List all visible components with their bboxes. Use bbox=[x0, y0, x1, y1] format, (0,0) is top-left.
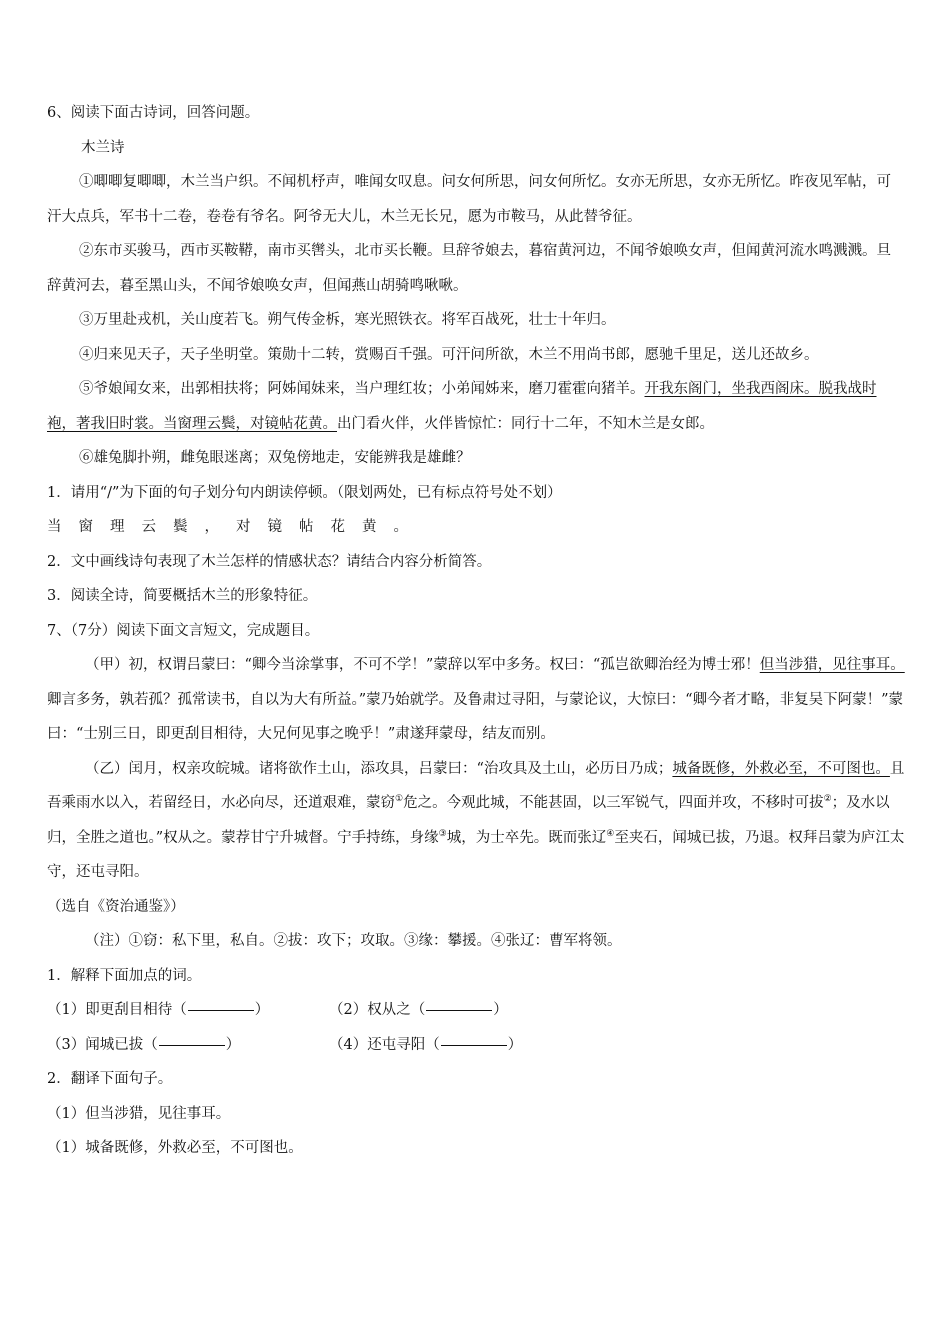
yi-footnote-4: ④ bbox=[606, 828, 615, 839]
answer-blank-2[interactable] bbox=[426, 1009, 492, 1011]
q6-header: 6、阅读下面古诗词，回答问题。 bbox=[47, 105, 260, 121]
poem-paragraph-3: ③万里赴戎机，关山度若飞。朔气传金柝，寒光照铁衣。将军百战死，壮士十年归。 bbox=[79, 312, 616, 328]
jia-underlined: 但当涉猎，见往事耳。 bbox=[759, 657, 905, 673]
q6-question-1: 1．请用“/”为下面的句子划分句内朗读停顿。（限划两处，已有标点符号处不划） bbox=[47, 484, 562, 501]
poem-p5-underlined: 开我东阁门，坐我西阁床。脱我战时袍，著我旧时裳。当窗理云鬓，对镜帖花黄。 bbox=[47, 381, 877, 432]
yi-footnote-3: ③ bbox=[438, 828, 447, 839]
q6-question-3: 3．阅读全诗，简要概括木兰的形象特征。 bbox=[47, 588, 318, 604]
yi-text-c: 危之。今观此城，不能甚固，以三军锐气，四面并攻，不移时可拔 bbox=[403, 795, 824, 811]
q7-q2-item-1: （1）但当涉猎，见往事耳。 bbox=[47, 1105, 231, 1122]
q7-passage-yi bbox=[47, 752, 905, 890]
poem-p5-text-a: ⑤爷娘闻女来，出郭相扶将；阿姊闻妹来，当户理红妆；小弟闻姊来，磨刀霍霍向猪羊。 bbox=[79, 381, 645, 397]
yi-text-b: 且吾乘雨水以入，若留经日，水必向尽，还道艰难，蒙窃 bbox=[47, 760, 905, 811]
q7-question-1-row-a bbox=[47, 993, 905, 1028]
yi-footnote-2: ② bbox=[823, 794, 832, 805]
poem-paragraph-6: ⑥雄兔脚扑朔，雌兔眼迷离；双兔傍地走，安能辨我是雄雌？ bbox=[79, 450, 471, 466]
jia-text-a: （甲）初，权谓吕蒙曰：“卿今当涂掌事，不可不学！”蒙辞以军中多务。权曰：“孤岂欲卿治经为博士邪！ bbox=[85, 657, 760, 673]
q7-q1-item-3: （3）闻城已拔（ ） bbox=[47, 1036, 241, 1053]
yi-text-d: ；及水以归，全胜之道也。”权从之。蒙荐甘宁升城督。宁手持练，身缘 bbox=[47, 795, 890, 846]
q7-q1-item-2: （2）权从之（ ） bbox=[329, 1002, 508, 1018]
document-page bbox=[47, 96, 905, 1166]
q6-question-1-sentence: 当窗理云鬓，对镜帖花黄。 bbox=[47, 519, 425, 535]
q7-question-1-row-b bbox=[47, 1028, 905, 1063]
yi-footnote-1: ① bbox=[395, 794, 404, 805]
answer-blank-1[interactable] bbox=[188, 1009, 254, 1011]
q7-q1-item-1: （1）即更刮目相待（ ） bbox=[47, 1002, 270, 1018]
poem-paragraph-5 bbox=[47, 372, 905, 441]
answer-blank-3[interactable] bbox=[159, 1044, 225, 1046]
yi-text-a: （乙）闰月，权亲攻皖城。诸将欲作土山，添攻具，吕蒙曰：“治攻具及土山，必历日乃成； bbox=[85, 760, 673, 777]
yi-underlined: 城备既修，外救必至，不可图也。 bbox=[672, 760, 890, 777]
jia-text-b: 卿言多务，孰若孤？孤常读书，自以为大有所益。”蒙乃始就学。及鲁肃过寻阳，与蒙论议，大惊曰：“卿今者才略，非复吴下阿蒙！”蒙曰：“士别三日，即更刮目相待，大兄何见事之晚乎！”肃遂拜蒙母，结友而别。 bbox=[47, 691, 903, 742]
poem-paragraph-4: ④归来见天子，天子坐明堂。策勋十二转，赏赐百千强。可汗问所欲，木兰不用尚书郎，愿驰千里足，送儿还故乡。 bbox=[79, 346, 819, 363]
q7-passage-jia bbox=[47, 648, 905, 752]
q7-q1-item-4: （4）还屯寻阳（ ） bbox=[329, 1036, 523, 1053]
q7-source: （选自《资治通鉴》） bbox=[47, 898, 185, 915]
poem-paragraph-1: ①唧唧复唧唧，木兰当户织。不闻机杼声，唯闻女叹息。问女何所思，问女何所忆。女亦无所思，女亦无所忆。昨夜见军帖，可汗大点兵，军书十二卷，卷卷有爷名。阿爷无大儿，木兰无长兄，愿为市鞍马，从此替爷征。 bbox=[47, 174, 891, 225]
poem-paragraph-2: ②东市买骏马，西市买鞍鞯，南市买辔头，北市买长鞭。旦辞爷娘去，暮宿黄河边，不闻爷娘唤女声，但闻黄河流水鸣溅溅。旦辞黄河去，暮至黑山头，不闻爷娘唤女声，但闻燕山胡骑鸣啾啾。 bbox=[47, 243, 891, 294]
q7-question-2: 2．翻译下面句子。 bbox=[47, 1071, 173, 1087]
poem-p5-text-b: 出门看火伴，火伴皆惊忙：同行十二年，不知木兰是女郎。 bbox=[337, 415, 714, 432]
yi-text-f: 至夹石，闻城已拔，乃退。权拜吕蒙为庐江太守，还屯寻阳。 bbox=[47, 829, 905, 880]
q6-question-2: 2．文中画线诗句表现了木兰怎样的情感状态？请结合内容分析简答。 bbox=[47, 553, 492, 570]
answer-blank-4[interactable] bbox=[441, 1044, 507, 1046]
q7-note: （注）①窃：私下里，私自。②拔：攻下；攻取。③缘：攀援。④张辽：曹军将领。 bbox=[85, 933, 622, 949]
q7-header: 7、（7分）阅读下面文言短文，完成题目。 bbox=[47, 622, 320, 639]
q7-question-1: 1．解释下面加点的词。 bbox=[47, 967, 202, 984]
yi-text-e: 城，为士卒先。既而张辽 bbox=[446, 829, 607, 846]
q7-q2-item-2: （1）城备既修，外救必至，不可图也。 bbox=[47, 1140, 303, 1156]
poem-title: 木兰诗 bbox=[81, 139, 125, 156]
